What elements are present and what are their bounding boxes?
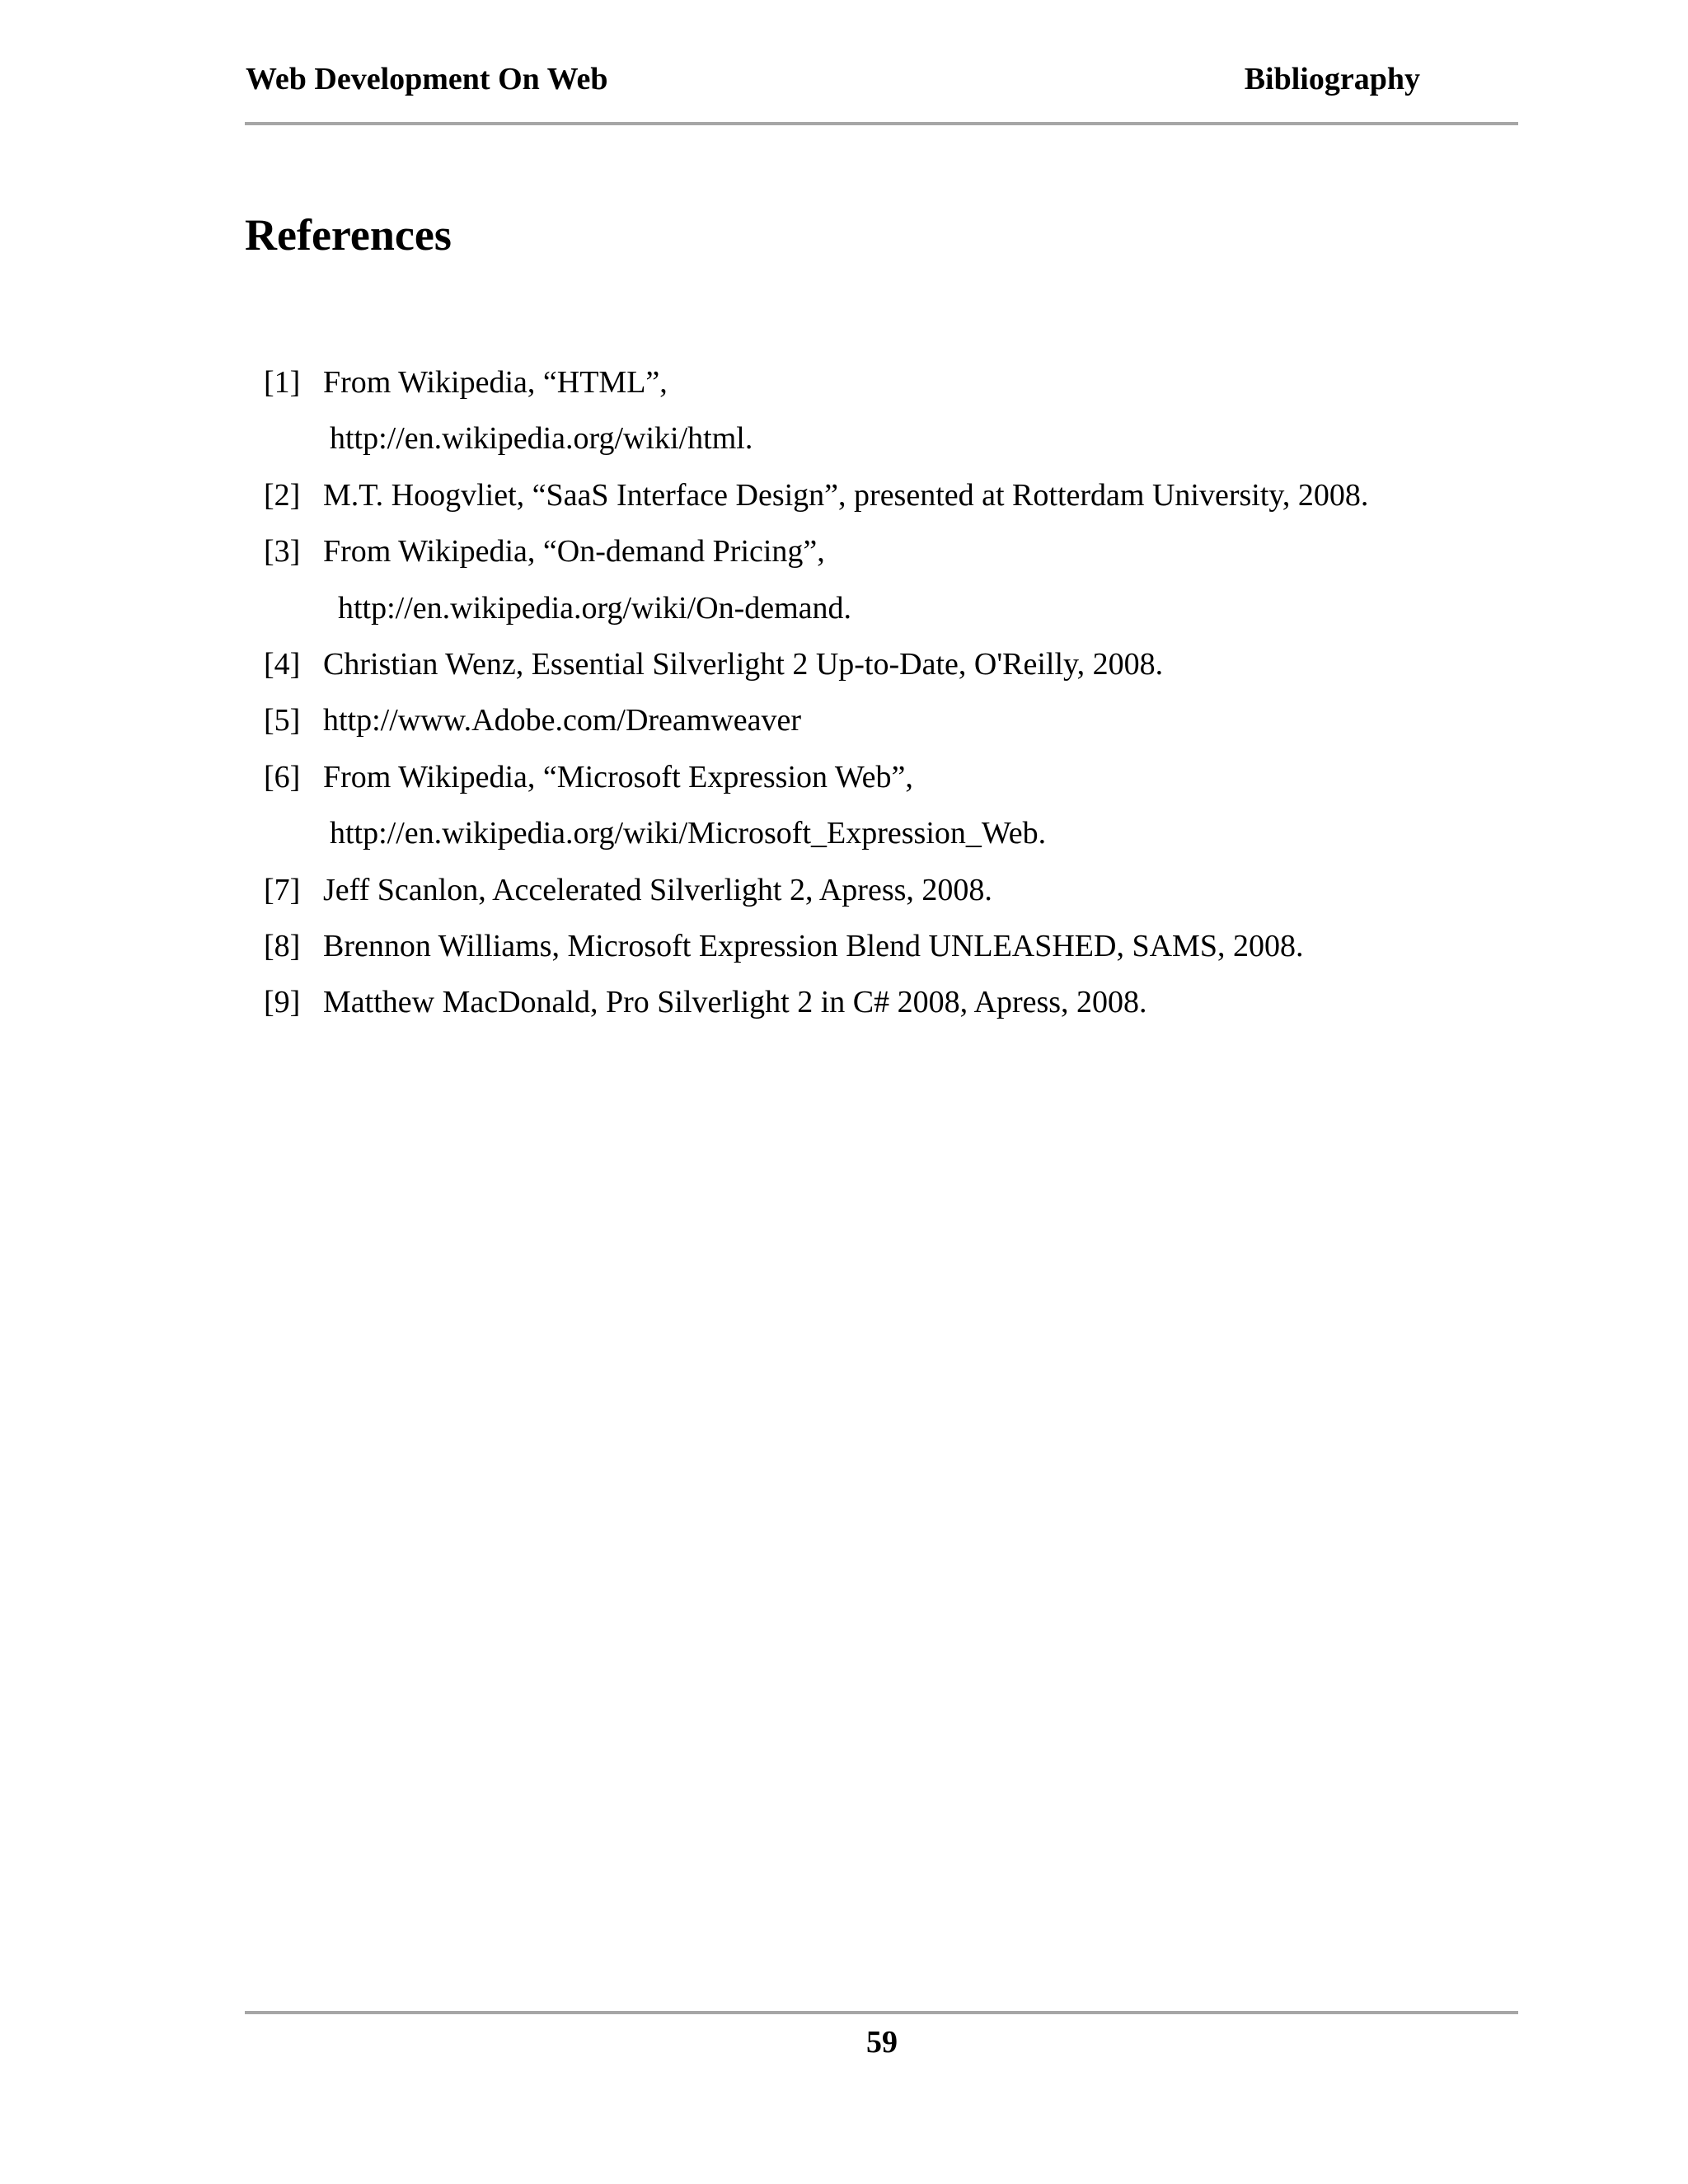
reference-text: M.T. Hoogvliet, “SaaS Interface Design”, presented at Rotterdam University, 2008.	[323, 477, 1369, 513]
page-number: 59	[866, 2025, 898, 2060]
page-title: References	[245, 210, 452, 260]
reference-url: http://en.wikipedia.org/wiki/html.	[330, 421, 753, 457]
reference-text: From Wikipedia, “Microsoft Expression Web”,	[323, 759, 913, 794]
reference-item-1	[264, 354, 1517, 467]
reference-item-6	[264, 749, 1517, 862]
reference-item-4	[264, 636, 1517, 692]
reference-number: [7]	[264, 872, 301, 907]
header-rule	[245, 122, 1518, 125]
reference-number: [1]	[264, 365, 301, 400]
reference-item-2	[264, 467, 1517, 523]
reference-number: [4]	[264, 647, 301, 682]
reference-item-3	[264, 523, 1517, 636]
reference-list	[264, 354, 1517, 1031]
page-header	[246, 56, 1420, 105]
reference-number: [9]	[264, 985, 301, 1020]
reference-number: [5]	[264, 703, 301, 738]
reference-text: Matthew MacDonald, Pro Silverlight 2 in C# 2008, Apress, 2008.	[323, 985, 1147, 1020]
reference-text: Brennon Williams, Microsoft Expression Blend UNLEASHED, SAMS, 2008.	[323, 929, 1304, 964]
reference-number: [3]	[264, 534, 301, 569]
reference-text: From Wikipedia, “HTML”,	[323, 365, 668, 400]
reference-item-8	[264, 918, 1517, 974]
reference-text: http://www.Adobe.com/Dreamweaver	[323, 703, 802, 738]
reference-text: Christian Wenz, Essential Silverlight 2 Up-to-Date, O'Reilly, 2008.	[323, 647, 1164, 682]
reference-number: [6]	[264, 759, 301, 794]
footer-rule	[245, 2011, 1518, 2014]
reference-text: From Wikipedia, “On-demand Pricing”,	[323, 534, 825, 569]
reference-url: http://en.wikipedia.org/wiki/Microsoft_Expression_Web.	[330, 816, 1047, 851]
reference-item-7	[264, 862, 1517, 918]
reference-number: [8]	[264, 929, 301, 964]
reference-item-9	[264, 974, 1517, 1030]
reference-text: Jeff Scanlon, Accelerated Silverlight 2, Apress, 2008.	[323, 872, 992, 907]
reference-item-5	[264, 692, 1517, 748]
reference-number: [2]	[264, 477, 301, 513]
reference-url: http://en.wikipedia.org/wiki/On-demand.	[338, 590, 852, 626]
running-title: Web Development On Web	[246, 62, 608, 96]
section-label: Bibliography	[1244, 62, 1420, 96]
